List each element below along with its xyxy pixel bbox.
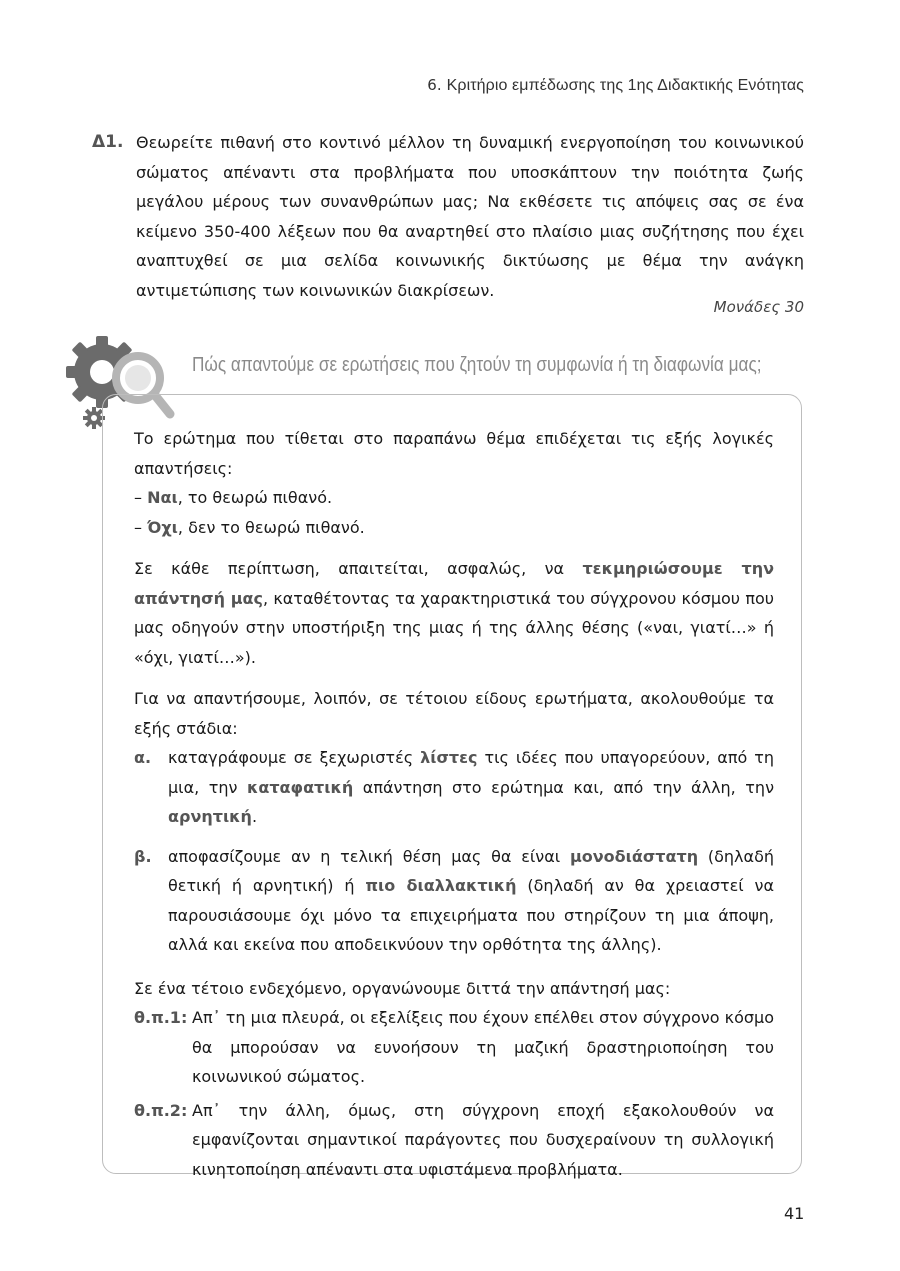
thesis-1 (134, 1003, 774, 1092)
thesis-text: Απ᾽ την άλλη, όμως, στη σύγχρονη εποχή εξακολουθούν να εμφανίζονται σημαντικοί παράγοντες που δυσχεραίνουν τη συλλογική κινητοποίηση απέναντι στα υφιστάμενα προβλήματα. (192, 1100, 774, 1179)
section-title: Πώς απαντούμε σε ερωτήσεις που ζητούν τη συμφωνία ή τη διαφωνία μας; (192, 354, 762, 376)
step-b: β. αποφασίζουμε αν η τελική θέση μας θα είναι μονοδιάστατη (δηλαδή θετική ή αρνητική) ή πιο διαλλακτική (δηλαδή αν θα χρειαστεί να παρουσιάσουμε όχι μόνο τα επιχειρήματα που στηρίζουν τη μια άποψη, αλλά και εκείνα που αποδεικνύουν την ορθότητα της άλλης). (134, 842, 774, 960)
guidance-content (134, 424, 774, 1188)
thesis-marker: θ.π.2: (134, 1100, 188, 1120)
chapter-number: 6. (427, 76, 442, 94)
page-number: 41 (784, 1204, 805, 1223)
step-marker: α. (134, 748, 152, 767)
question-marks: Μονάδες 30 (713, 298, 804, 316)
justification-paragraph: Σε κάθε περίπτωση, απαιτείται, ασφαλώς, να τεκμηριώσουμε την απάντησή μας, καταθέτοντας τα χαρακτηριστικά του σύγχρονου κόσμου που μας οδηγούν στην υποστήριξη της μιας ή της άλλης θέσης («ναι, γιατί…» ή «όχι, γιατί…»). (134, 559, 775, 667)
step-a: α. καταγράφουμε σε ξεχωριστές λίστες τις ιδέες που υπαγορεύουν, από τη μια, την καταφατική απάντηση στο ερώτημα και, από την άλλη, την αρνητική. (134, 743, 774, 832)
thesis-text: Απ᾽ τη μια πλευρά, οι εξελίξεις που έχουν επέλθει στον σύγχρονο κόσμο θα μπορούσαν να ευνοήσουν τη μαζική δραστηριοποίηση του κοινωνικού σώματος. (192, 1008, 774, 1086)
intro-paragraph: Το ερώτημα που τίθεται στο παραπάνω θέμα επιδέχεται τις εξής λογικές απαντήσεις: (134, 429, 774, 478)
question-text: Θεωρείτε πιθανή στο κοντινό μέλλον τη δυναμική ενεργοποίηση του κοινωνικού σώματος απέναντι στα προβλήματα που υποσκάπτουν την ποιότητα ζωής μεγάλου μέρους των συνανθρώπων μας; Να εκθέσετε τις απόψεις σας σε ένα κείμενο 350-400 λέξεων που θα αναρτηθεί στο πλαίσιο μιας συζήτησης που έχει αναπτυχθεί σε μια σελίδα κοινωνικής δικτύωσης με θέμα την ανάγκη αντιμετώπισης των κοινωνικών διακρίσεων. (136, 133, 804, 300)
question-block (92, 128, 804, 317)
stages-intro: Για να απαντήσουμε, λοιπόν, σε τέτοιου είδους ερωτήματα, ακολουθούμε τα εξής στάδια: (134, 689, 774, 738)
step-marker: β. (134, 846, 152, 866)
thesis-marker: θ.π.1: (134, 1008, 188, 1027)
dual-answer-intro: Σε ένα τέτοιο ενδεχόμενο, οργανώνουμε διττά την απάντησή μας: (134, 978, 671, 998)
answer-yes: – Ναι, το θεωρώ πιθανό. (134, 488, 333, 507)
chapter-title: Κριτήριο εμπέδωσης της 1ης Διδακτικής Ενότητας (446, 77, 804, 94)
running-header (427, 76, 804, 95)
thesis-2 (134, 1096, 774, 1185)
question-label: Δ1. (92, 132, 124, 152)
answer-no: – Όχι, δεν το θεωρώ πιθανό. (134, 517, 365, 537)
